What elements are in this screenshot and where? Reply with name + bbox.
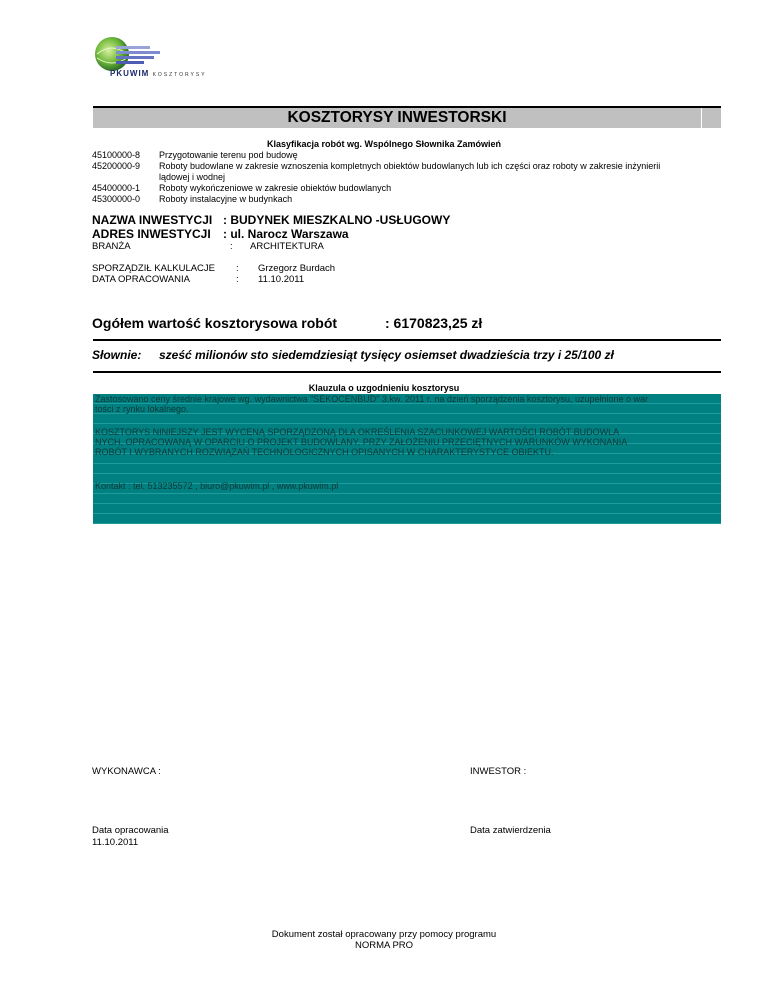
slownie-label: Słownie: <box>92 348 142 362</box>
klasyfikacja-heading: Klasyfikacja robót wg. Wspólnego Słownika Zamówień <box>266 139 502 149</box>
logo-brand: PKUWIM KOSZTORYSY <box>110 69 207 78</box>
sporzadzil-label: SPORZĄDZIŁ KALKULACJE <box>92 263 216 274</box>
cpv-desc: Roboty wykończeniowe w zakresie obiektów budowlanych <box>159 183 392 193</box>
adres-inwestycji-value: : ul. Narocz Warszawa <box>223 227 349 241</box>
sporzadzil-value: Grzegorz Burdach <box>258 263 336 274</box>
footer <box>0 929 768 951</box>
klauzula-line: ROBÓT I WYBRANYCH ROZWIĄZAŃ TECHNOLOGICZNYCH OPISANYCH W CHARAKTERYSTYCE OBIEKTU. <box>95 447 554 457</box>
nazwa-inwestycji-label: NAZWA INWESTYCJI <box>92 213 213 227</box>
cpv-desc: Przygotowanie terenu pod budowę <box>159 150 298 160</box>
divider <box>93 339 721 341</box>
klauzula-line: Zastosowano ceny średnie krajowe wg. wydawnictwa "SEKOCENBUD" 3.kw. 2011 r. na dzień sporządzenia kosztorysu, uzupełnione o war <box>95 394 648 404</box>
cpv-code: 45200000-9 <box>92 161 141 171</box>
footer-program: NORMA PRO <box>354 940 414 951</box>
klauzula-line: tości z rynku lokalnego. <box>95 404 189 414</box>
data-opracowania-value: 11.10.2011 <box>258 274 305 285</box>
inwestor-label: INWESTOR : <box>470 766 527 777</box>
klauzula-line: NYCH, OPRACOWANĄ W OPARCIU O PROJEKT BUDOWLANY, PRZY ZAŁOŻENIU PRZECIĘTNYCH WARUNKÓW WYKONANIA <box>95 437 628 447</box>
cpv-code: 45100000-8 <box>92 150 141 160</box>
slownie-value: sześć milionów sto siedemdziesiąt tysięcy osiemset dwadzieścia trzy i 25/100 zł <box>159 348 614 362</box>
adres-inwestycji-label: ADRES INWESTYCJI <box>92 227 211 241</box>
klauzula-heading: Klauzula o uzgodnieniu kosztorysu <box>308 383 460 393</box>
data-opracowania-sig-label: Data opracowania <box>92 825 169 836</box>
cpv-code: 45400000-1 <box>92 183 141 193</box>
ogolem-label: Ogółem wartość kosztorysowa robót <box>92 315 338 331</box>
data-opracowania-sig-value: 11.10.2011 <box>92 837 139 848</box>
branza-label: BRANŻA <box>92 241 131 252</box>
klauzula-line: KOSZTORYS NINIEJSZY JEST WYCENĄ SPORZĄDZONĄ DLA OKREŚLENIA SZACUNKOWEJ WARTOŚCI ROBÓT BUDOWLA <box>95 427 620 437</box>
branza-value: ARCHITEKTURA <box>250 241 324 252</box>
sporzadzil-colon: : <box>236 263 239 274</box>
branza-colon: : <box>230 241 233 252</box>
cpv-code: 45300000-0 <box>92 194 141 204</box>
footer-line: Dokument został opracowany przy pomocy programu <box>271 929 497 940</box>
divider <box>93 371 721 373</box>
kontakt-line: Kontakt : tel. 513235572 , biuro@pkuwim.pl , www.pkuwim.pl <box>95 481 339 491</box>
cpv-desc: Roboty instalacyjne w budynkach <box>159 194 293 204</box>
title-bar <box>93 106 721 128</box>
wykonawca-label: WYKONAWCA : <box>92 766 161 777</box>
cpv-desc-continued: lądowej i wodnej <box>159 172 226 182</box>
page-title: KOSZTORYSY INWESTORSKI <box>93 108 702 128</box>
ogolem-value: : 6170823,25 zł <box>385 315 483 331</box>
cpv-desc: Roboty budowlane w zakresie wznoszenia kompletnych obiektów budowlanych lub ich części oraz roboty w zakresie inżynierii <box>159 161 661 171</box>
data-zatwierdzenia-label: Data zatwierdzenia <box>470 825 551 836</box>
data-opracowania-colon: : <box>236 274 239 285</box>
klauzula-box <box>93 394 721 524</box>
data-opracowania-label: DATA OPRACOWANIA <box>92 274 191 285</box>
nazwa-inwestycji-value: : BUDYNEK MIESZKALNO -USŁUGOWY <box>223 213 451 227</box>
